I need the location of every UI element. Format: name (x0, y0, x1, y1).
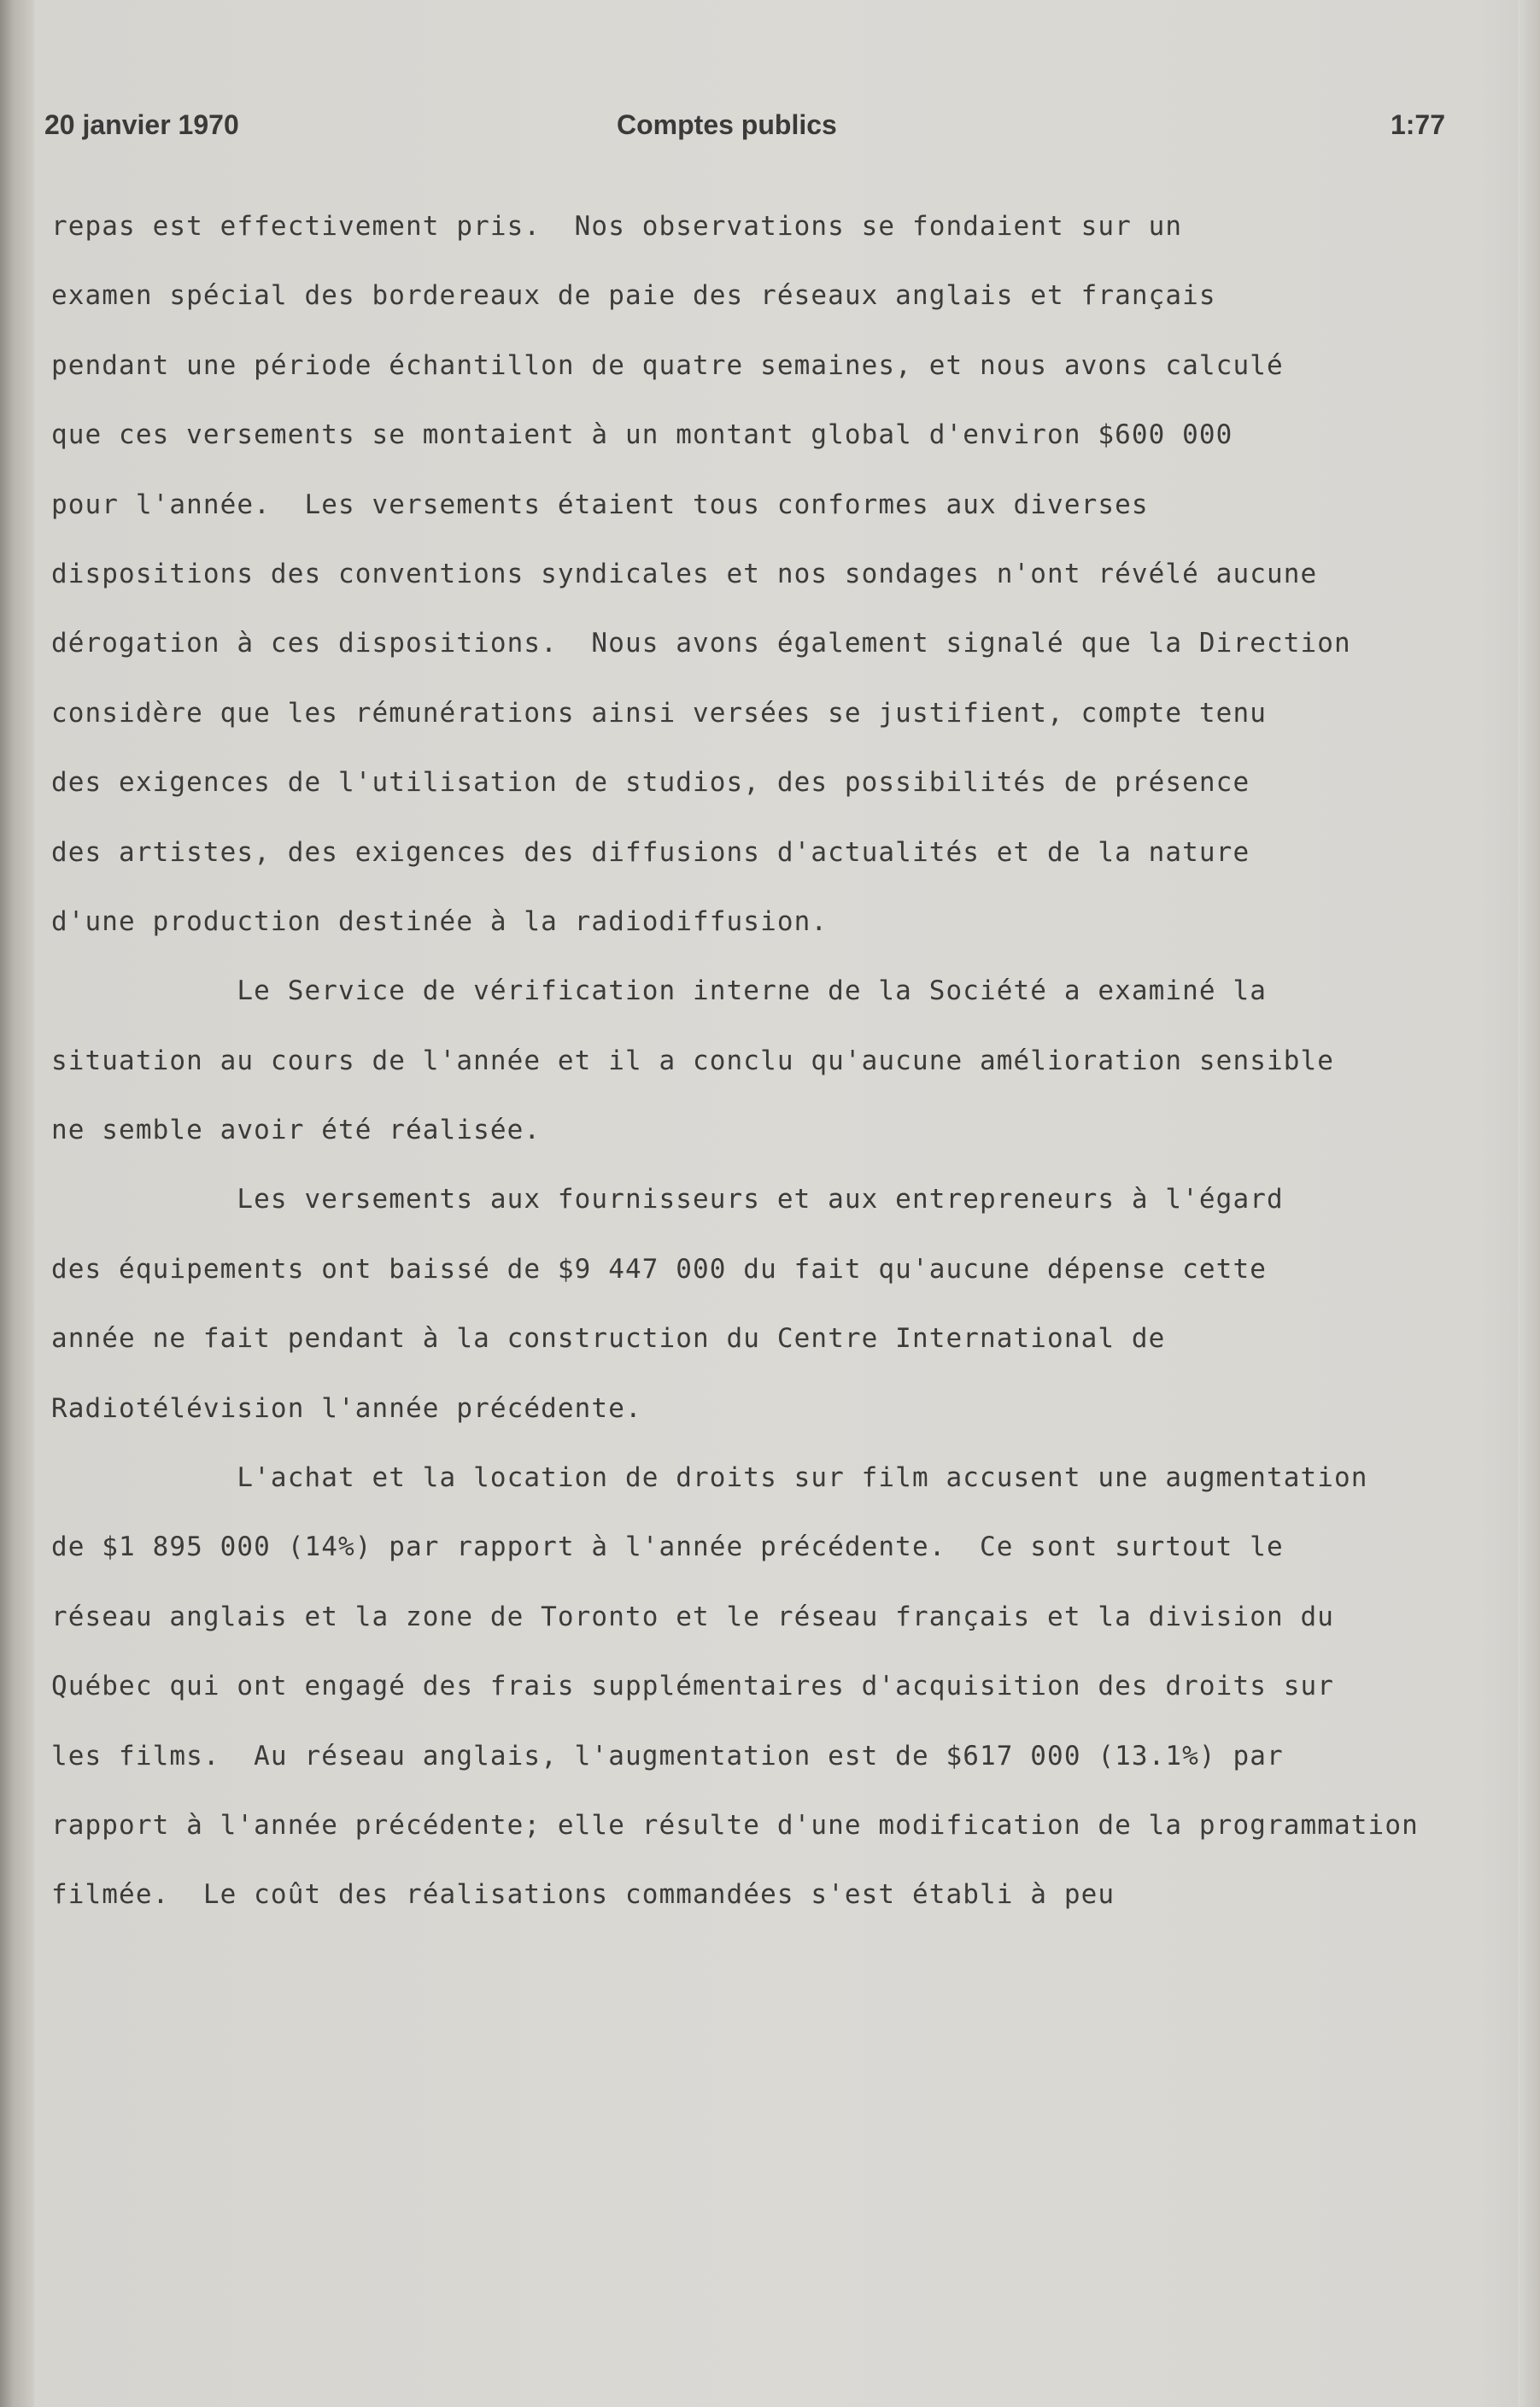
text-line: dispositions des conventions syndicales et nos sondages n'ont révélé aucune (51, 558, 1318, 589)
text-line: Les versements aux fournisseurs et aux entrepreneurs à l'égard (51, 1184, 1284, 1215)
page-header (44, 109, 1445, 152)
header-title: Comptes publics (617, 109, 837, 140)
text-line: Québec qui ont engagé des frais supplémentaires d'acquisition des droits sur (51, 1671, 1335, 1702)
text-line: Radiotélévision l'année précédente. (51, 1392, 642, 1424)
text-line: que ces versements se montaient à un montant global d'environ $600 000 (51, 419, 1233, 451)
header-page-number: 1:77 (1390, 109, 1445, 140)
header-date: 20 janvier 1970 (44, 109, 239, 140)
text-line: filmée. Le coût des réalisations commandées s'est établi à peu (51, 1879, 1115, 1911)
text-line: pour l'année. Les versements étaient tous conformes aux diverses (51, 489, 1149, 520)
text-line: considère que les rémunérations ainsi versées se justifient, compte tenu (51, 697, 1267, 729)
text-line: ne semble avoir été réalisée. (51, 1115, 542, 1146)
text-line: de $1 895 000 (14%) par rapport à l'année précédente. Ce sont surtout le (51, 1531, 1284, 1563)
text-line: les films. Au réseau anglais, l'augmentation est de $617 000 (13.1%) par (51, 1740, 1284, 1772)
page-right-edge (1518, 0, 1540, 2407)
text-line: des équipements ont baissé de $9 447 000 du fait qu'aucune dépense cette (51, 1253, 1267, 1285)
text-line: pendant une période échantillon de quatre semaines, et nous avons calculé (51, 349, 1284, 381)
text-line: année ne fait pendant à la construction du Centre International de (51, 1323, 1166, 1355)
document-body (51, 205, 1452, 1943)
text-line: Le Service de vérification interne de la Société a examiné la (51, 975, 1267, 1007)
page-binding-edge (0, 0, 34, 2407)
text-line: réseau anglais et la zone de Toronto et le réseau français et la division du (51, 1601, 1335, 1632)
text-line: L'achat et la location de droits sur film accusent une augmentation (51, 1462, 1368, 1494)
text-line: des exigences de l'utilisation de studios, des possibilités de présence (51, 767, 1250, 799)
text-line: situation au cours de l'année et il a conclu qu'aucune amélioration sensible (51, 1045, 1335, 1076)
text-line: rapport à l'année précédente; elle résulte d'une modification de la programmation (51, 1809, 1419, 1841)
text-line: d'une production destinée à la radiodiffusion. (51, 905, 829, 937)
text-line: repas est effectivement pris. Nos observations se fondaient sur un (51, 211, 1183, 242)
text-line: des artistes, des exigences des diffusions d'actualités et de la nature (51, 836, 1250, 868)
text-line: dérogation à ces dispositions. Nous avons également signalé que la Direction (51, 628, 1351, 659)
text-line: examen spécial des bordereaux de paie des réseaux anglais et français (51, 280, 1216, 312)
